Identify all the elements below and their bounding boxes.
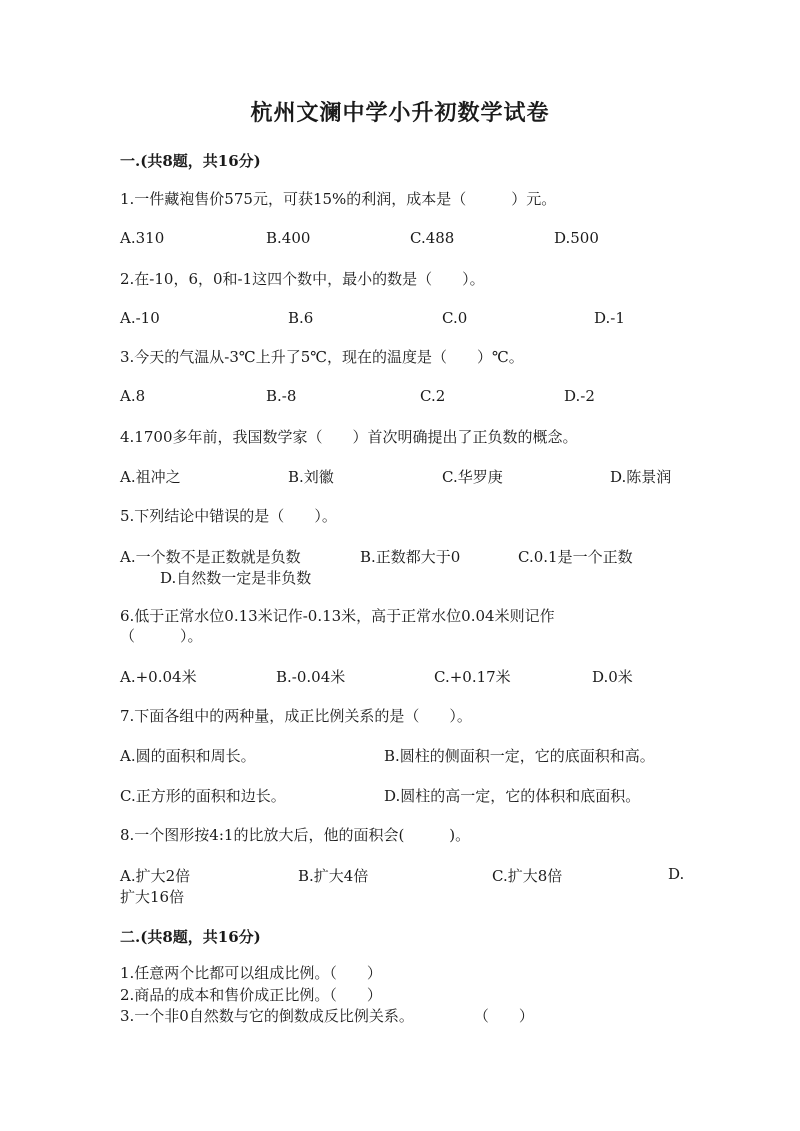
option-a[interactable]: A.扩大2倍 — [120, 867, 191, 885]
option-b[interactable]: B.-8 — [266, 387, 297, 405]
option-d[interactable]: D.0米 — [592, 668, 633, 686]
option-a[interactable]: A.一个数不是正数就是负数 — [120, 548, 301, 566]
question-8-stem: 8.一个图形按4:1的比放大后，他的面积会( )。 — [120, 826, 471, 844]
option-a[interactable]: A.圆的面积和周长。 — [120, 747, 256, 765]
option-c[interactable]: C.华罗庚 — [442, 468, 503, 486]
option-a[interactable]: A.-10 — [120, 309, 160, 327]
question-6-stem-line-2: （ ）。 — [120, 627, 203, 645]
option-b[interactable]: B.刘徽 — [288, 468, 334, 486]
question-6-options — [120, 666, 690, 686]
question-7-options-row-2 — [120, 785, 690, 805]
true-false-item-2: 2.商品的成本和售价成正比例。（ ） — [120, 986, 382, 1004]
question-3-stem: 3.今天的气温从-3℃上升了5℃，现在的温度是（ ）℃。 — [120, 348, 524, 366]
question-8-options — [120, 865, 690, 906]
option-d-text[interactable]: 扩大16倍 — [120, 888, 185, 906]
option-d[interactable]: D.陈景润 — [610, 468, 672, 486]
option-d[interactable]: D.自然数一定是非负数 — [160, 569, 312, 587]
option-a[interactable]: A.+0.04米 — [120, 668, 197, 686]
option-b[interactable]: B.圆柱的侧面积一定，它的底面积和高。 — [384, 747, 655, 765]
option-d[interactable]: D.-1 — [594, 309, 625, 327]
option-a[interactable]: A.8 — [120, 387, 146, 405]
option-c[interactable]: C.扩大8倍 — [492, 867, 563, 885]
true-false-item-1: 1.任意两个比都可以组成比例。（ ） — [120, 964, 382, 982]
option-d[interactable]: D.-2 — [564, 387, 595, 405]
question-2-stem: 2.在-10，6，0和-1这四个数中，最小的数是（ ）。 — [120, 270, 485, 288]
question-5-stem: 5.下列结论中错误的是（ ）。 — [120, 507, 337, 525]
option-b[interactable]: B.扩大4倍 — [298, 867, 369, 885]
question-3-options — [120, 387, 690, 407]
option-c[interactable]: C.2 — [420, 387, 446, 405]
section-1-heading: 一.(共8题，共16分) — [120, 152, 261, 170]
question-7-options-row-1 — [120, 745, 690, 765]
section-2-heading: 二.(共8题，共16分) — [120, 928, 261, 946]
option-b[interactable]: B.6 — [288, 309, 314, 327]
option-b[interactable]: B.400 — [266, 229, 311, 247]
question-4-options — [120, 466, 690, 486]
question-4-stem: 4.1700多年前，我国数学家（ ）首次明确提出了正负数的概念。 — [120, 428, 578, 446]
option-d[interactable]: D.圆柱的高一定，它的体积和底面积。 — [384, 787, 641, 805]
exam-title: 杭州文澜中学小升初数学试卷 — [250, 100, 550, 126]
question-1-options — [120, 229, 690, 249]
option-b[interactable]: B.正数都大于0 — [360, 548, 461, 566]
option-d[interactable]: D.500 — [554, 229, 599, 247]
question-6-stem-line-1: 6.低于正常水位0.13米记作-0.13米，高于正常水位0.04米则记作 — [120, 607, 555, 625]
true-false-item-3: 3.一个非0自然数与它的倒数成反比例关系。 （ ） — [120, 1007, 534, 1025]
option-c[interactable]: C.+0.17米 — [434, 668, 511, 686]
option-c[interactable]: C.0 — [442, 309, 468, 327]
option-a[interactable]: A.310 — [120, 229, 165, 247]
question-5-options — [120, 546, 690, 587]
question-1-stem: 1.一件藏袍售价575元，可获15%的利润，成本是（ ）元。 — [120, 190, 557, 208]
option-d[interactable]: D. — [668, 865, 685, 883]
question-2-options — [120, 309, 690, 329]
option-a[interactable]: A.祖冲之 — [120, 468, 181, 486]
option-b[interactable]: B.-0.04米 — [276, 668, 346, 686]
option-c[interactable]: C.正方形的面积和边长。 — [120, 787, 286, 805]
option-c[interactable]: C.488 — [410, 229, 455, 247]
option-c[interactable]: C.0.1是一个正数 — [518, 548, 633, 566]
question-7-stem: 7.下面各组中的两种量，成正比例关系的是（ ）。 — [120, 707, 472, 725]
